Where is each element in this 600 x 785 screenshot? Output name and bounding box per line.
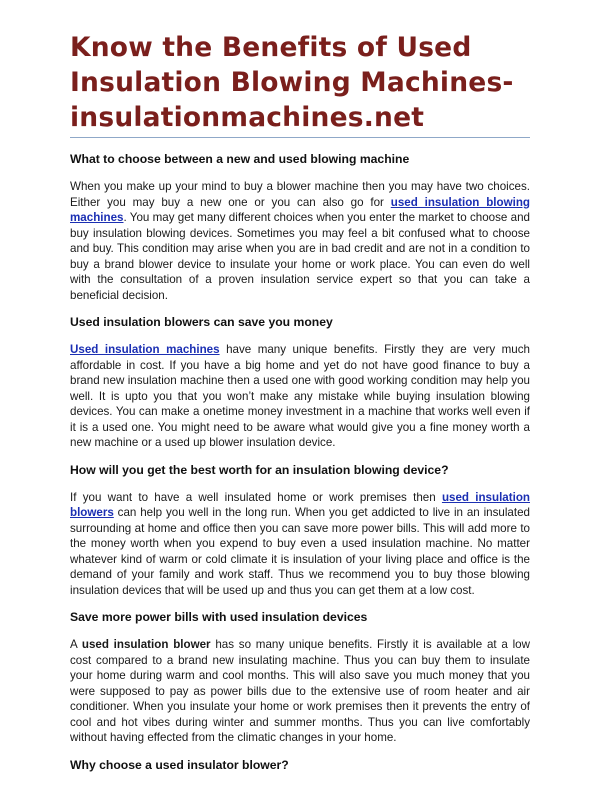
article-body <box>70 152 530 785</box>
section-heading: Why choose a used insulator blower? <box>70 757 289 772</box>
section-paragraph <box>70 637 530 746</box>
bold-term: used insulation blower <box>81 638 211 651</box>
section-paragraph <box>70 179 530 303</box>
section-paragraph <box>70 490 530 599</box>
used-insulation-machines-link[interactable]: Used insulation machines <box>70 343 220 356</box>
paragraph-text: can help you well in the long run. When you get addicted to live in an insulated surrounding at home and office then you can save more power bills. This will add more to the money worth when you expend to buy even a used insulation machine. No matter whatever kind of warm or cold climate it is insulation of your living place and office is the demand of your family and work staff. Thus we recommend you to buy those blowing insulation devices that will be used up and thus you can get them at a low cost. <box>70 506 530 597</box>
paragraph-text: have many unique benefits. Firstly they are very much affordable in cost. If you have a big home and yet do not have good finance to buy a brand new insulation machine then a used one with good working condition may help you well. It is upto you that you won’t make any mistake while buying insulation blowing devices. You can make a onetime money investment in a machine that works well even if it is a used one. You might need to be aware what would give you a fine money worth a new machine or a used up blower insulation device. <box>70 343 530 449</box>
paragraph-text: . You may get many different choices when you enter the market to choose and buy insulation blowing devices. Sometimes you may feel a bit confused what to choose and buy. This condition may arise when you are in bad credit and are not in a condition to buy a brand blower device to insulate your home or work place. You can even do well with the consultation of a proven insulation service expert so that you can take a beneficial decision. <box>70 211 530 302</box>
used-insulation-blowing-machines-link[interactable]: used insulation blowing machines <box>70 195 530 224</box>
title-divider <box>70 137 530 138</box>
used-insulation-blowers-link[interactable]: used insulation blowers <box>70 490 530 519</box>
section-heading: Save more power bills with used insulation devices <box>70 610 368 624</box>
page-title: Know the Benefits of Used Insulation Blowing Machines- insulationmachines.net <box>70 32 514 133</box>
paragraph-text: If you want to have a well insulated home or work premises then <box>70 490 442 504</box>
section-heading: Used insulation blowers can save you money <box>70 315 333 329</box>
paragraph-text: A <box>70 638 82 651</box>
paragraph-text: has so many unique benefits. Firstly it is available at a low cost compared to a brand new insulating machine. Thus you can buy them to insulate your home during warm and cool months. This will also save you much money that you were supposed to pay as power bills due to the extensive use of room heater and air conditioner. When you insulate your home or work premises then it prevents the entry of cool and hot vibes during winter and summer months. Thus you can live comfortably without having effected from the climatic changes in your home. <box>70 638 530 744</box>
paragraph-text: When you make up your mind to buy a blower machine then you may have two choices. Either you may buy a new one or you can also go for <box>70 180 530 209</box>
section-paragraph <box>70 342 530 451</box>
section-heading: How will you get the best worth for an insulation blowing device? <box>70 462 449 477</box>
section-heading: What to choose between a new and used blowing machine <box>70 152 410 166</box>
